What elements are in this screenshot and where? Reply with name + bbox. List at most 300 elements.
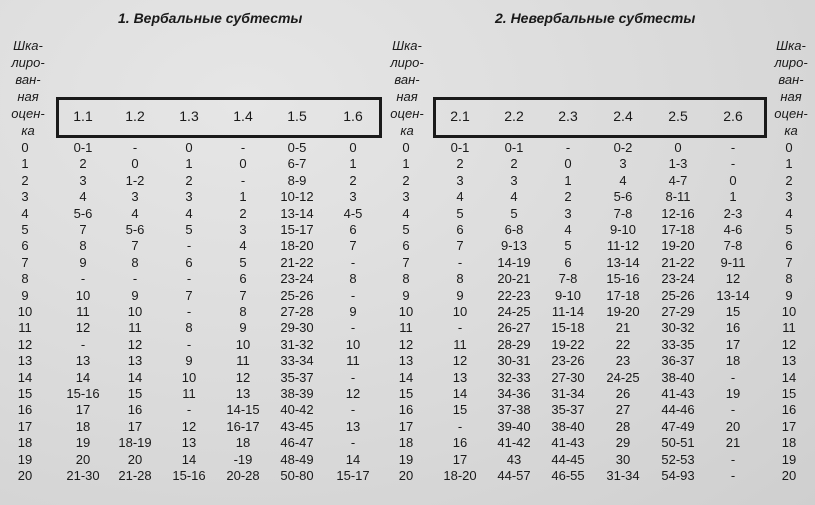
table-cell: 8 bbox=[349, 271, 357, 287]
table-cell: 0-1 bbox=[450, 140, 470, 155]
scaled-score-label: ная bbox=[396, 89, 418, 104]
scaled-score-value: 12 bbox=[398, 336, 414, 352]
scaled-score-value: 11 bbox=[399, 320, 413, 336]
table-cell: 2 bbox=[349, 172, 357, 188]
table-cell: 26 bbox=[615, 386, 631, 401]
table-cell: - bbox=[350, 402, 356, 418]
table-cell: 3 bbox=[456, 172, 464, 188]
table-cell: 6 bbox=[239, 271, 247, 287]
table-cell: 38-39 bbox=[280, 386, 314, 401]
table-cell: 6 bbox=[456, 222, 464, 237]
table-cell: 23-24 bbox=[661, 271, 695, 287]
table-cell: 0 bbox=[185, 140, 193, 155]
scaled-score-value: 1 bbox=[785, 156, 793, 172]
table-cell: 22 bbox=[615, 336, 631, 352]
table-cell: 8 bbox=[185, 320, 193, 336]
table-cell: 14 bbox=[345, 451, 361, 467]
table-cell: - bbox=[350, 369, 356, 385]
table-cell: 41-43 bbox=[661, 386, 695, 401]
subtest-header: 1.6 bbox=[343, 108, 363, 124]
table-cell: 11 bbox=[76, 304, 90, 319]
subtest-header: 1.1 bbox=[73, 108, 93, 124]
table-cell: 2 bbox=[185, 172, 193, 188]
table-cell: 9 bbox=[185, 353, 193, 369]
table-cell: 13 bbox=[452, 369, 468, 385]
table-cell: 35-37 bbox=[280, 369, 314, 385]
table-cell: 0 bbox=[239, 156, 247, 172]
table-cell: - bbox=[565, 140, 571, 155]
scaled-score-value: 2 bbox=[785, 172, 793, 188]
table-cell: - bbox=[457, 320, 463, 336]
table-cell: 13 bbox=[127, 353, 143, 369]
table-cell: 0 bbox=[729, 172, 737, 188]
scaled-score-value: 6 bbox=[21, 238, 29, 254]
table-cell: 18 bbox=[75, 418, 91, 434]
table-cell: 27-30 bbox=[551, 369, 585, 385]
scaled-score-value: 7 bbox=[21, 254, 29, 270]
scaled-score-value: 9 bbox=[21, 287, 29, 303]
table-cell: 17 bbox=[725, 336, 741, 352]
table-cell: 36-37 bbox=[661, 353, 695, 369]
table-cell: 12 bbox=[127, 336, 143, 352]
table-cell: - bbox=[186, 304, 192, 319]
table-cell: 3 bbox=[79, 172, 87, 188]
table-cell: 7 bbox=[185, 287, 193, 303]
table-cell: 3 bbox=[619, 156, 627, 172]
table-cell: 31-32 bbox=[280, 336, 314, 352]
table-cell: 1-2 bbox=[125, 172, 145, 188]
table-cell: 7-8 bbox=[613, 205, 633, 221]
table-cell: 33-35 bbox=[661, 336, 695, 352]
table-cell: 48-49 bbox=[280, 451, 314, 467]
table-cell: 9 bbox=[456, 287, 464, 303]
table-cell: 27 bbox=[615, 402, 631, 418]
table-cell: - bbox=[80, 271, 86, 287]
table-cell: 11 bbox=[346, 353, 360, 369]
table-cell: - bbox=[730, 156, 736, 172]
table-cell: 8 bbox=[239, 304, 247, 319]
table-cell: 20 bbox=[725, 418, 741, 434]
table-cell: 7 bbox=[239, 287, 247, 303]
scaled-score-value: 0 bbox=[402, 140, 410, 155]
table-cell: 43 bbox=[506, 451, 522, 467]
scaled-score-label: оцен- bbox=[390, 106, 424, 121]
table-cell: 20 bbox=[127, 451, 143, 467]
scaled-score-value: 1 bbox=[21, 156, 29, 172]
table-cell: 12 bbox=[235, 369, 251, 385]
table-cell: 20 bbox=[75, 451, 91, 467]
table-cell: - bbox=[186, 336, 192, 352]
table-cell: 18-20 bbox=[280, 238, 314, 254]
table-cell: 3 bbox=[349, 189, 357, 205]
table-cell: 30-32 bbox=[661, 320, 695, 336]
table-cell: 5 bbox=[510, 205, 518, 221]
table-cell: 12-16 bbox=[661, 205, 695, 221]
table-cell: - bbox=[350, 254, 356, 270]
table-cell: 50-51 bbox=[661, 435, 695, 451]
table-cell: 9 bbox=[131, 287, 139, 303]
scaled-score-label: лиро- bbox=[11, 55, 45, 70]
table-cell: - bbox=[186, 271, 192, 287]
table-cell: 30 bbox=[615, 451, 631, 467]
scaled-score-label: Шка- bbox=[776, 38, 806, 53]
table-cell: 6 bbox=[185, 254, 193, 270]
table-cell: 21-22 bbox=[280, 254, 314, 270]
table-cell: 29 bbox=[615, 435, 631, 451]
table-cell: 9 bbox=[79, 254, 87, 270]
table-cell: 4 bbox=[239, 238, 247, 254]
table-cell: - bbox=[186, 402, 192, 418]
table-cell: -19 bbox=[233, 451, 253, 467]
scaled-score-value: 16 bbox=[398, 402, 414, 418]
table-cell: 40-42 bbox=[280, 402, 314, 418]
table-cell: 15-17 bbox=[336, 468, 370, 483]
table-cell: 0 bbox=[564, 156, 572, 172]
table-cell: 17 bbox=[127, 418, 143, 434]
table-cell: 10 bbox=[181, 369, 197, 385]
table-cell: 50-80 bbox=[280, 468, 314, 483]
scaled-score-value: 13 bbox=[17, 353, 33, 369]
table-cell: 27-29 bbox=[661, 304, 695, 319]
table-cell: - bbox=[350, 287, 356, 303]
table-cell: 2 bbox=[456, 156, 464, 172]
subtest-header: 2.3 bbox=[558, 108, 578, 124]
scaled-score-value: 0 bbox=[785, 140, 793, 155]
table-cell: 30-31 bbox=[497, 353, 531, 369]
scaled-score-value: 15 bbox=[398, 386, 414, 401]
table-cell: 3 bbox=[564, 205, 572, 221]
table-cell: 3 bbox=[131, 189, 139, 205]
table-cell: 13-14 bbox=[280, 205, 314, 221]
table-cell: 14-15 bbox=[226, 402, 260, 418]
scaled-score-value: 7 bbox=[402, 254, 410, 270]
scaled-score-value: 14 bbox=[17, 369, 33, 385]
table-cell: 2 bbox=[239, 205, 247, 221]
table-cell: 5-6 bbox=[125, 222, 145, 237]
table-cell: 47-49 bbox=[661, 418, 695, 434]
table-cell: 41-42 bbox=[497, 435, 531, 451]
table-cell: 18 bbox=[725, 353, 741, 369]
scaled-score-value: 20 bbox=[398, 468, 414, 483]
table-cell: 10 bbox=[75, 287, 91, 303]
table-cell: 14 bbox=[181, 451, 197, 467]
table-cell: - bbox=[730, 369, 736, 385]
scaled-score-value: 17 bbox=[17, 418, 33, 434]
table-cell: 28-29 bbox=[497, 336, 531, 352]
table-cell: 4-6 bbox=[723, 222, 743, 237]
table-cell: 41-43 bbox=[551, 435, 585, 451]
table-cell: - bbox=[240, 172, 246, 188]
table-cell: - bbox=[457, 418, 463, 434]
scaled-score-value: 18 bbox=[781, 435, 797, 451]
table-cell: 22-23 bbox=[497, 287, 531, 303]
table-cell: 19 bbox=[75, 435, 91, 451]
table-cell: 4-7 bbox=[668, 172, 688, 188]
table-cell: 12 bbox=[75, 320, 91, 336]
table-cell: 54-93 bbox=[661, 468, 695, 483]
subtest-header: 2.5 bbox=[668, 108, 688, 124]
table-cell: 5-6 bbox=[73, 205, 93, 221]
scaled-score-value: 13 bbox=[398, 353, 414, 369]
scaled-score-value: 5 bbox=[785, 222, 793, 237]
table-cell: 19 bbox=[725, 386, 741, 401]
subtest-header: 2.6 bbox=[723, 108, 743, 124]
table-cell: 46-47 bbox=[280, 435, 314, 451]
table-cell: 44-45 bbox=[551, 451, 585, 467]
table-cell: 13 bbox=[181, 435, 197, 451]
table-cell: 7 bbox=[349, 238, 357, 254]
table-cell: 13-14 bbox=[716, 287, 750, 303]
table-cell: 15-16 bbox=[172, 468, 206, 483]
table-cell: 13 bbox=[75, 353, 91, 369]
scaled-score-value: 14 bbox=[781, 369, 797, 385]
table-cell: - bbox=[730, 402, 736, 418]
scaled-score-value: 10 bbox=[781, 304, 797, 319]
table-cell: 34-36 bbox=[497, 386, 531, 401]
scaled-score-value: 19 bbox=[17, 451, 33, 467]
table-cell: 9 bbox=[239, 320, 247, 336]
table-cell: 15-16 bbox=[66, 386, 100, 401]
table-cell: 10-12 bbox=[280, 189, 314, 205]
subtest-header: 2.2 bbox=[504, 108, 524, 124]
table-cell: 14 bbox=[452, 386, 468, 401]
scaled-score-label: ка bbox=[400, 123, 414, 138]
table-cell: 8-11 bbox=[665, 189, 691, 205]
table-cell: 10 bbox=[235, 336, 251, 352]
table-cell: - bbox=[350, 320, 356, 336]
table-cell: 12 bbox=[345, 386, 361, 401]
table-cell: 25-26 bbox=[661, 287, 695, 303]
scaled-score-value: 12 bbox=[781, 336, 797, 352]
subtest-header: 1.5 bbox=[287, 108, 307, 124]
table-cell: 9 bbox=[349, 304, 357, 319]
table-cell: 14-19 bbox=[497, 254, 531, 270]
table-cell: 16-17 bbox=[226, 418, 260, 434]
scaled-score-value: 19 bbox=[781, 451, 797, 467]
table-cell: 8 bbox=[79, 238, 87, 254]
table-cell: 13 bbox=[345, 418, 361, 434]
table-cell: 4 bbox=[564, 222, 572, 237]
table-cell: 17-18 bbox=[661, 222, 695, 237]
table-cell: 19-20 bbox=[606, 304, 640, 319]
scaled-score-value: 3 bbox=[402, 189, 410, 205]
table-cell: 19-20 bbox=[661, 238, 695, 254]
table-cell: 11 bbox=[182, 386, 196, 401]
scaled-score-value: 16 bbox=[17, 402, 33, 418]
table-cell: 18 bbox=[235, 435, 251, 451]
table-cell: 21-22 bbox=[661, 254, 695, 270]
table-cell: 37-38 bbox=[497, 402, 531, 418]
scaled-score-value: 12 bbox=[17, 336, 33, 352]
table-cell: 4 bbox=[510, 189, 518, 205]
table-cell: 5 bbox=[185, 222, 193, 237]
table-cell: 0-5 bbox=[287, 140, 307, 155]
scaled-score-label: ная bbox=[780, 89, 802, 104]
table-cell: 0-1 bbox=[504, 140, 524, 155]
table-cell: 23-24 bbox=[280, 271, 314, 287]
table-cell: - bbox=[350, 435, 356, 451]
table-cell: 21-30 bbox=[66, 468, 100, 483]
table-cell: - bbox=[730, 468, 736, 483]
table-cell: 10 bbox=[127, 304, 143, 319]
scaled-score-value: 20 bbox=[17, 468, 33, 483]
scaled-score-value: 17 bbox=[398, 418, 414, 434]
table-cell: 5-6 bbox=[613, 189, 633, 205]
scaled-score-value: 11 bbox=[782, 320, 796, 336]
scaled-score-value: 4 bbox=[402, 205, 410, 221]
table-cell: 3 bbox=[510, 172, 518, 188]
table-cell: 17-18 bbox=[606, 287, 640, 303]
scaled-score-value: 9 bbox=[402, 287, 410, 303]
scaled-score-label: ка bbox=[784, 123, 798, 138]
table-cell: 7-8 bbox=[723, 238, 743, 254]
table-cell: 13 bbox=[235, 386, 251, 401]
scaled-score-value: 8 bbox=[21, 271, 29, 287]
table-cell: 29-30 bbox=[280, 320, 314, 336]
table-cell: 13-14 bbox=[606, 254, 640, 270]
table-cell: 8-9 bbox=[287, 172, 307, 188]
table-cell: 1 bbox=[349, 156, 357, 172]
table-cell: 23-26 bbox=[551, 353, 585, 369]
scaled-score-value: 5 bbox=[21, 222, 29, 237]
table-cell: 1 bbox=[185, 156, 193, 172]
table-cell: 4 bbox=[79, 189, 87, 205]
table-cell: 9-10 bbox=[554, 287, 582, 303]
table-cell: 15-17 bbox=[280, 222, 314, 237]
scaled-score-label: ная bbox=[17, 89, 39, 104]
table-cell: 18-19 bbox=[118, 435, 152, 451]
scaled-score-value: 16 bbox=[781, 402, 797, 418]
table-cell: 46-55 bbox=[551, 468, 585, 483]
table-cell: - bbox=[80, 336, 86, 352]
table-cell: 44-46 bbox=[661, 402, 695, 418]
table-cell: 4 bbox=[619, 172, 627, 188]
scaled-score-value: 6 bbox=[785, 238, 793, 254]
table-cell: 43-45 bbox=[280, 418, 314, 434]
table-cell: 24-25 bbox=[606, 369, 640, 385]
table-cell: 0 bbox=[674, 140, 682, 155]
scaled-score-value: 8 bbox=[785, 271, 793, 287]
table-cell: - bbox=[730, 451, 736, 467]
table-cell: 14 bbox=[75, 369, 91, 385]
scaled-score-label: Шка- bbox=[13, 38, 43, 53]
table-cell: 10 bbox=[345, 336, 361, 352]
table-cell: 7 bbox=[131, 238, 139, 254]
table-cell: 0-2 bbox=[613, 140, 633, 155]
scaled-score-value: 17 bbox=[781, 418, 797, 434]
scaled-score-value: 3 bbox=[785, 189, 793, 205]
scaled-score-value: 9 bbox=[785, 287, 793, 303]
scaled-score-label: оцен- bbox=[11, 106, 45, 121]
table-cell: 6-7 bbox=[287, 156, 307, 172]
table-cell: 16 bbox=[127, 402, 143, 418]
scaled-score-value: 2 bbox=[21, 172, 29, 188]
table-cell: 31-34 bbox=[606, 468, 640, 483]
scaled-score-label: оцен- bbox=[774, 106, 808, 121]
table-cell: - bbox=[240, 140, 246, 155]
table-cell: 20-28 bbox=[226, 468, 260, 483]
table-cell: 6 bbox=[349, 222, 357, 237]
table-cell: 16 bbox=[452, 435, 468, 451]
table-cell: 21 bbox=[725, 435, 741, 451]
table-cell: 7 bbox=[79, 222, 87, 237]
scaled-score-value: 10 bbox=[398, 304, 414, 319]
table-cell: 39-40 bbox=[497, 418, 531, 434]
table-cell: 38-40 bbox=[661, 369, 695, 385]
scaled-score-value: 2 bbox=[402, 172, 410, 188]
table-cell: 35-37 bbox=[551, 402, 585, 418]
scaled-score-value: 18 bbox=[17, 435, 33, 451]
table-cell: 1 bbox=[729, 189, 737, 205]
table-cell: 9-13 bbox=[500, 238, 528, 254]
scaled-score-value: 11 bbox=[18, 320, 32, 336]
table-cell: 7-8 bbox=[558, 271, 578, 287]
table-cell: 27-28 bbox=[280, 304, 314, 319]
table-cell: 15 bbox=[725, 304, 741, 319]
scaled-score-value: 3 bbox=[21, 189, 29, 205]
table-cell: 24-25 bbox=[497, 304, 531, 319]
table-cell: 9-11 bbox=[720, 254, 746, 270]
table-cell: 3 bbox=[239, 222, 247, 237]
table-cell: - bbox=[186, 238, 192, 254]
table-cell: 19-22 bbox=[551, 336, 585, 352]
table-cell: 20-21 bbox=[497, 271, 531, 287]
table-cell: 17 bbox=[75, 402, 91, 418]
table-cell: 2-3 bbox=[723, 205, 743, 221]
table-cell: 21-28 bbox=[118, 468, 152, 483]
table-cell: 4 bbox=[456, 189, 464, 205]
table-cell: 2 bbox=[79, 156, 87, 172]
scaled-score-value: 13 bbox=[781, 353, 797, 369]
table-cell: 12 bbox=[452, 353, 468, 369]
table-cell: 52-53 bbox=[661, 451, 695, 467]
table-cell: 11-12 bbox=[606, 238, 640, 254]
table-cell: 44-57 bbox=[497, 468, 531, 483]
table-cell: 0 bbox=[131, 156, 139, 172]
subtest-header: 1.4 bbox=[233, 108, 253, 124]
scaled-score-value: 18 bbox=[398, 435, 414, 451]
scaled-score-value: 8 bbox=[402, 271, 410, 287]
subtest-header: 2.4 bbox=[613, 108, 633, 124]
table-cell: 5 bbox=[564, 238, 572, 254]
table-cell: - bbox=[132, 271, 138, 287]
scaled-score-label: лиро- bbox=[774, 55, 808, 70]
table-cell: 21 bbox=[615, 320, 631, 336]
table-cell: 1-3 bbox=[668, 156, 688, 172]
table-cell: 28 bbox=[615, 418, 631, 434]
scaled-score-label: Шка- bbox=[392, 38, 422, 53]
table-cell: 1 bbox=[564, 172, 572, 188]
scaled-score-value: 0 bbox=[21, 140, 29, 155]
table-cell: 0 bbox=[349, 140, 357, 155]
scaled-score-value: 7 bbox=[785, 254, 793, 270]
scaled-score-label: лиро- bbox=[390, 55, 424, 70]
table-cell: 4 bbox=[185, 205, 193, 221]
table-cell: 15-18 bbox=[551, 320, 585, 336]
scaled-score-value: 6 bbox=[402, 238, 410, 254]
subtest-header: 2.1 bbox=[450, 108, 470, 124]
table-cell: 15-16 bbox=[606, 271, 640, 287]
scaled-score-value: 20 bbox=[781, 468, 797, 483]
table-cell: 16 bbox=[725, 320, 741, 336]
table-cell: 7 bbox=[456, 238, 464, 254]
table-cell: 25-26 bbox=[280, 287, 314, 303]
table-cell: 0-1 bbox=[73, 140, 93, 155]
scaled-score-value: 10 bbox=[17, 304, 33, 319]
table-cell: 11 bbox=[236, 353, 250, 369]
table-cell: 10 bbox=[452, 304, 468, 319]
scaled-score-value: 5 bbox=[402, 222, 410, 237]
